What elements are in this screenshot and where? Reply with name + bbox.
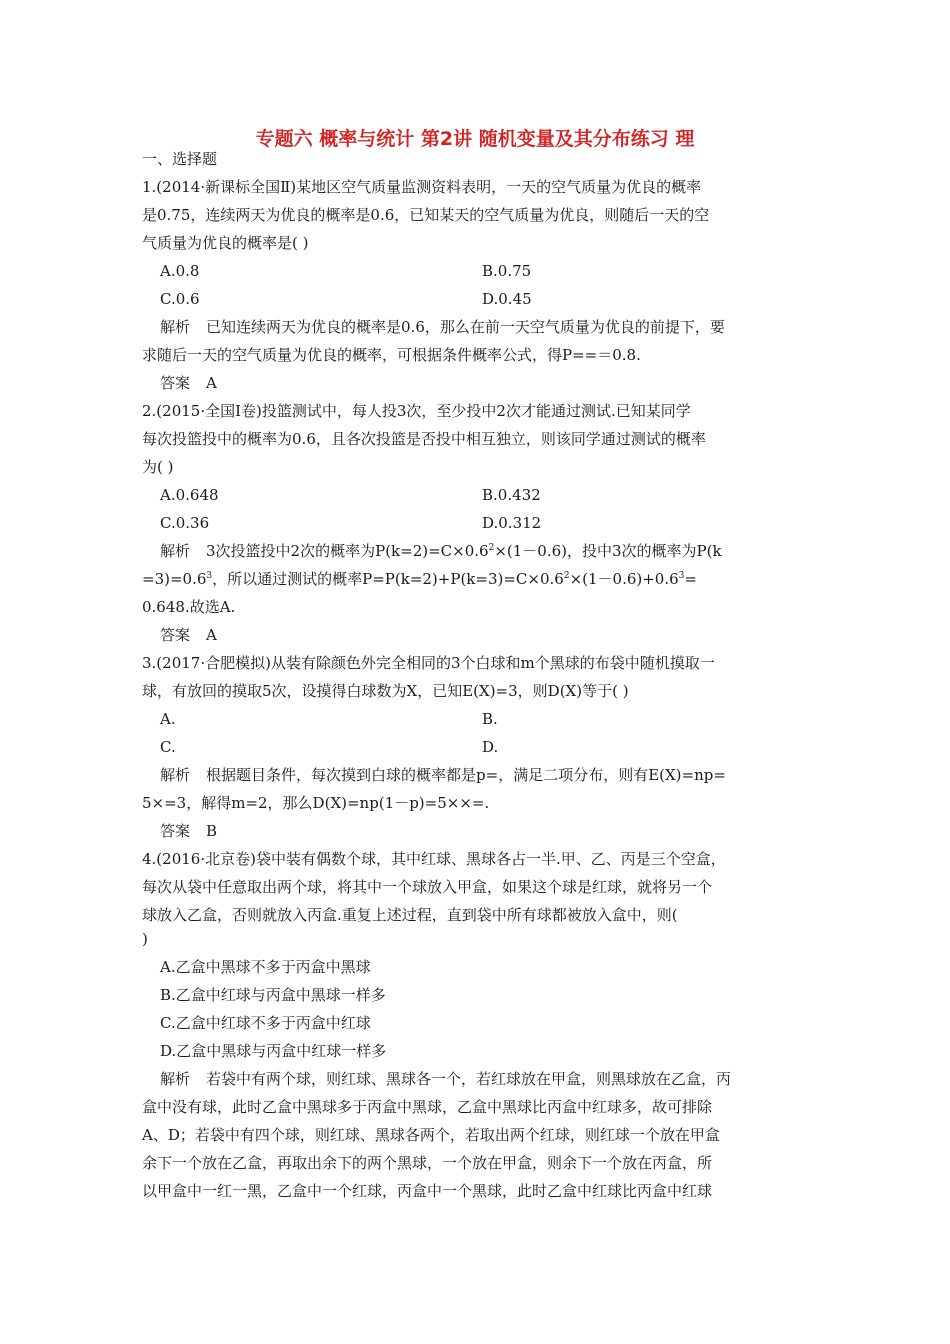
q3-answer xyxy=(160,820,840,842)
q2-analysis-1b: ×(1－0.6)，投中3次的概率为P(k xyxy=(494,542,722,560)
q4-analysis-line-5: 以甲盒中一红一黑，乙盒中一个红球，丙盒中一个黑球，此时乙盒中红球比丙盒中红球 xyxy=(142,1182,713,1200)
q4-option-b: B.乙盒中红球与丙盒中黑球一样多 xyxy=(160,986,386,1004)
section-heading: 一、选择题 xyxy=(142,150,218,168)
q2-answer-value: A xyxy=(206,626,217,644)
page-title: 专题六 概率与统计 第2讲 随机变量及其分布练习 理 xyxy=(255,128,695,150)
q2-analysis-line-3: 0.648.故选A. xyxy=(142,598,236,616)
q2-line-2: 每次投篮投中的概率为0.6，且各次投篮是否投中相互独立，则该同学通过测试的概率 xyxy=(142,430,706,448)
q3-analysis-text-1: 根据题目条件，每次摸到白球的概率都是p=，满足二项分布，则有E(X)=np= xyxy=(206,766,726,784)
analysis-label: 解析 xyxy=(160,318,191,336)
q4-analysis-line-1 xyxy=(160,1068,840,1090)
q1-option-d: D.0.45 xyxy=(482,290,532,308)
q2-line-1: 2.(2015·全国Ⅰ卷)投篮测试中，每人投3次，至少投中2次才能通过测试.已知某同学 xyxy=(142,402,691,420)
q4-analysis-line-2: 盒中没有球，此时乙盒中黑球多于丙盒中黑球，乙盒中黑球比丙盒中红球多，故可排除 xyxy=(142,1098,713,1116)
q2-analysis-line-1 xyxy=(160,540,840,562)
answer-label: 答案 xyxy=(160,822,191,840)
q1-answer xyxy=(160,372,840,394)
q2-option-d: D.0.312 xyxy=(482,514,542,532)
q3-option-b: B. xyxy=(482,710,498,728)
q4-analysis-text-1: 若袋中有两个球，则红球、黑球各一个，若红球放在甲盒，则黑球放在乙盒，丙 xyxy=(206,1070,732,1088)
q2-analysis-2c: ×(1－0.6)+0.6 xyxy=(569,570,679,588)
q1-analysis-text-1: 已知连续两天为优良的概率是0.6，那么在前一天空气质量为优良的前提下，要 xyxy=(206,318,725,336)
q3-analysis-line-2: 5×=3，解得m=2，那么D(X)=np(1－p)=5××=. xyxy=(142,794,490,812)
answer-label: 答案 xyxy=(160,626,191,644)
q2-exponent: 2 xyxy=(488,543,495,553)
q1-answer-value: A xyxy=(206,374,217,392)
q2-option-a: A.0.648 xyxy=(160,486,219,504)
q2-analysis-1a: 3次投篮投中2次的概率为P(k=2)=C×0.6 xyxy=(206,542,489,560)
q1-line-2: 是0.75，连续两天为优良的概率是0.6，已知某天的空气质量为优良，则随后一天的空 xyxy=(142,206,710,224)
q1-analysis-line-2: 求随后一天的空气质量为优良的概率，可根据条件概率公式，得P==＝0.8. xyxy=(142,346,641,364)
q2-exponent: 3 xyxy=(206,571,213,581)
q3-answer-value: B xyxy=(206,822,218,840)
q2-analysis-2d: = xyxy=(684,570,697,588)
q3-line-1: 3.(2017·合肥模拟)从装有除颜色外完全相同的3个白球和m个黑球的布袋中随机摸取一 xyxy=(142,654,715,672)
analysis-label: 解析 xyxy=(160,1070,191,1088)
q2-analysis-line-2 xyxy=(142,568,822,590)
q1-option-b: B.0.75 xyxy=(482,262,532,280)
q4-line-4: ) xyxy=(142,930,148,948)
analysis-label: 解析 xyxy=(160,766,191,784)
q2-exponent: 2 xyxy=(563,571,570,581)
q2-line-3: 为( ) xyxy=(142,458,174,476)
q3-analysis-line-1 xyxy=(160,764,840,786)
q4-line-3: 球放入乙盒，否则就放入丙盒.重复上述过程，直到袋中所有球都被放入盒中，则( xyxy=(142,906,678,924)
q2-analysis-2a: =3)=0.6 xyxy=(142,570,207,588)
q2-answer xyxy=(160,624,840,646)
q1-option-a: A.0.8 xyxy=(160,262,200,280)
answer-label: 答案 xyxy=(160,374,191,392)
q3-option-a: A. xyxy=(160,710,176,728)
q4-option-c: C.乙盒中红球不多于丙盒中红球 xyxy=(160,1014,371,1032)
q3-line-2: 球，有放回的摸取5次，设摸得白球数为X，已知E(X)=3，则D(X)等于( ) xyxy=(142,682,629,700)
q1-line-1: 1.(2014·新课标全国Ⅱ)某地区空气质量监测资料表明，一天的空气质量为优良的概率 xyxy=(142,178,702,196)
q1-line-3: 气质量为优良的概率是( ) xyxy=(142,234,309,252)
q1-analysis-line-1 xyxy=(160,316,840,338)
q2-exponent: 3 xyxy=(678,571,685,581)
q4-analysis-line-4: 余下一个放在乙盒，再取出余下的两个黑球，一个放在甲盒，则余下一个放在丙盒，所 xyxy=(142,1154,713,1172)
q1-option-c: C.0.6 xyxy=(160,290,200,308)
q3-option-d: D. xyxy=(482,738,499,756)
analysis-label: 解析 xyxy=(160,542,191,560)
q4-option-a: A.乙盒中黑球不多于丙盒中黑球 xyxy=(160,958,371,976)
q2-option-c: C.0.36 xyxy=(160,514,210,532)
q3-option-c: C. xyxy=(160,738,176,756)
q4-line-1: 4.(2016·北京卷)袋中装有偶数个球，其中红球、黑球各占一半.甲、乙、丙是三个空盒， xyxy=(142,850,726,868)
q4-option-d: D.乙盒中黑球与丙盒中红球一样多 xyxy=(160,1042,387,1060)
q2-analysis-2b: ，所以通过测试的概率P=P(k=2)+P(k=3)=C×0.6 xyxy=(212,570,564,588)
q4-analysis-line-3: A、D；若袋中有四个球，则红球、黑球各两个，若取出两个红球，则红球一个放在甲盒 xyxy=(142,1126,720,1144)
q2-option-b: B.0.432 xyxy=(482,486,541,504)
q4-line-2: 每次从袋中任意取出两个球，将其中一个球放入甲盒，如果这个球是红球，就将另一个 xyxy=(142,878,713,896)
